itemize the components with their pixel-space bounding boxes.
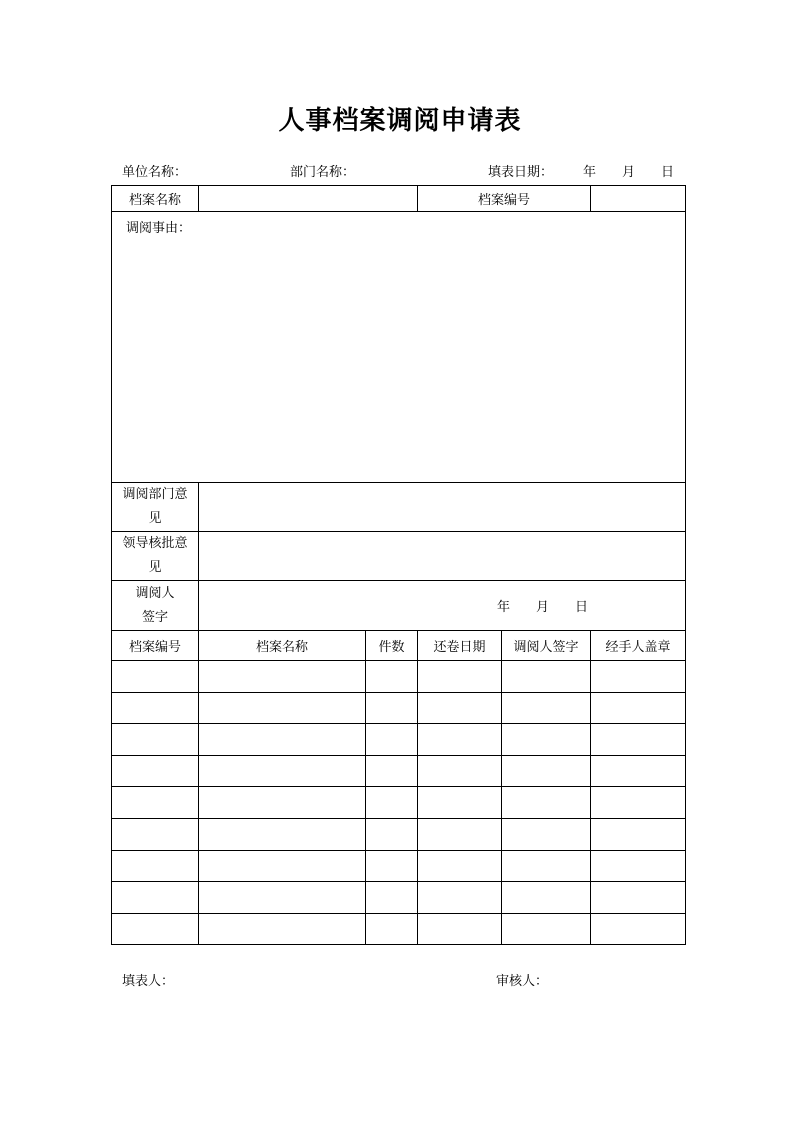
table-cell[interactable] bbox=[199, 818, 366, 850]
list-header-cell: 调阅人签字 bbox=[502, 631, 591, 661]
table-cell[interactable] bbox=[199, 787, 366, 819]
table-cell[interactable] bbox=[418, 755, 502, 787]
table-cell[interactable] bbox=[502, 850, 591, 882]
table-cell[interactable] bbox=[199, 882, 366, 914]
table-cell[interactable] bbox=[591, 818, 686, 850]
table-cell[interactable] bbox=[418, 692, 502, 724]
table-cell[interactable] bbox=[591, 692, 686, 724]
table-cell[interactable] bbox=[112, 692, 199, 724]
list-header-cell: 还卷日期 bbox=[418, 631, 502, 661]
sign-month: 月 bbox=[536, 600, 550, 615]
filler-label: 填表人： bbox=[122, 974, 175, 989]
table-cell[interactable] bbox=[418, 913, 502, 945]
table-cell[interactable] bbox=[366, 755, 418, 787]
list-header-row bbox=[112, 631, 686, 661]
table-cell[interactable] bbox=[112, 818, 199, 850]
archive-name-label: 档案名称 bbox=[112, 186, 199, 212]
list-header-cell: 档案名称 bbox=[199, 631, 366, 661]
table-cell[interactable] bbox=[418, 724, 502, 756]
table-cell[interactable] bbox=[418, 787, 502, 819]
table-cell[interactable] bbox=[366, 818, 418, 850]
table-cell[interactable] bbox=[112, 661, 199, 693]
table-cell[interactable] bbox=[112, 755, 199, 787]
table-cell[interactable] bbox=[591, 850, 686, 882]
table-cell[interactable] bbox=[502, 755, 591, 787]
table-cell[interactable] bbox=[418, 661, 502, 693]
sign-year: 年 bbox=[497, 600, 511, 615]
table-row bbox=[112, 724, 686, 756]
table-cell[interactable] bbox=[112, 787, 199, 819]
fill-date-month: 月 bbox=[622, 165, 636, 180]
table-cell[interactable] bbox=[591, 724, 686, 756]
table-cell[interactable] bbox=[366, 692, 418, 724]
table-row bbox=[112, 787, 686, 819]
leader-opinion-label: 领导核批意见 bbox=[112, 532, 199, 581]
table-cell[interactable] bbox=[502, 787, 591, 819]
reader-sign-label bbox=[112, 581, 199, 631]
page-title: 人事档案调阅申请表 bbox=[278, 106, 522, 136]
table-cell[interactable] bbox=[112, 724, 199, 756]
list-header-cell: 档案编号 bbox=[112, 631, 199, 661]
fill-date-label: 填表日期： bbox=[488, 165, 554, 180]
dept-opinion-field[interactable] bbox=[199, 483, 686, 532]
dept-opinion-label: 调阅部门意见 bbox=[112, 483, 199, 532]
table-row bbox=[112, 850, 686, 882]
table-cell[interactable] bbox=[418, 850, 502, 882]
table-cell[interactable] bbox=[418, 882, 502, 914]
table-cell[interactable] bbox=[366, 850, 418, 882]
table-cell[interactable] bbox=[366, 787, 418, 819]
table-cell[interactable] bbox=[199, 755, 366, 787]
application-form bbox=[111, 185, 686, 945]
table-row bbox=[112, 661, 686, 693]
table-cell[interactable] bbox=[591, 787, 686, 819]
table-cell[interactable] bbox=[112, 913, 199, 945]
reviewer-label: 审核人： bbox=[496, 974, 549, 989]
archive-name-field[interactable] bbox=[199, 186, 418, 212]
reason-field[interactable] bbox=[112, 212, 686, 483]
table-row bbox=[112, 818, 686, 850]
archive-list bbox=[112, 661, 686, 945]
table-cell[interactable] bbox=[502, 692, 591, 724]
fill-date-day: 日 bbox=[661, 165, 675, 180]
reader-sign-label-line2: 签字 bbox=[141, 609, 168, 625]
table-cell[interactable] bbox=[418, 818, 502, 850]
table-cell[interactable] bbox=[502, 661, 591, 693]
table-cell[interactable] bbox=[591, 661, 686, 693]
reason-label: 调阅事由： bbox=[126, 221, 192, 236]
table-row bbox=[112, 692, 686, 724]
leader-opinion-field[interactable] bbox=[199, 532, 686, 581]
dept-name-label: 部门名称： bbox=[290, 165, 356, 180]
table-cell[interactable] bbox=[199, 850, 366, 882]
list-header-cell: 经手人盖章 bbox=[591, 631, 686, 661]
table-cell[interactable] bbox=[199, 692, 366, 724]
table-cell[interactable] bbox=[366, 661, 418, 693]
table-cell[interactable] bbox=[591, 913, 686, 945]
table-cell[interactable] bbox=[502, 818, 591, 850]
fill-date-year: 年 bbox=[583, 165, 597, 180]
table-cell[interactable] bbox=[366, 882, 418, 914]
table-cell[interactable] bbox=[112, 850, 199, 882]
archive-no-label: 档案编号 bbox=[418, 186, 591, 212]
table-row bbox=[112, 913, 686, 945]
table-cell[interactable] bbox=[366, 913, 418, 945]
reader-sign-field[interactable] bbox=[199, 581, 686, 631]
table-cell[interactable] bbox=[112, 882, 199, 914]
table-row bbox=[112, 882, 686, 914]
unit-name-label: 单位名称： bbox=[122, 165, 188, 180]
fill-date bbox=[488, 161, 674, 180]
archive-no-field[interactable] bbox=[591, 186, 686, 212]
reader-sign-label-line1: 调阅人 bbox=[135, 585, 175, 601]
table-cell[interactable] bbox=[502, 724, 591, 756]
table-cell[interactable] bbox=[591, 882, 686, 914]
table-cell[interactable] bbox=[199, 724, 366, 756]
table-cell[interactable] bbox=[502, 882, 591, 914]
table-cell[interactable] bbox=[502, 913, 591, 945]
table-cell[interactable] bbox=[366, 724, 418, 756]
table-cell[interactable] bbox=[199, 913, 366, 945]
table-cell[interactable] bbox=[199, 661, 366, 693]
table-cell[interactable] bbox=[591, 755, 686, 787]
sign-day: 日 bbox=[575, 600, 589, 615]
list-header-cell: 件数 bbox=[366, 631, 418, 661]
table-row bbox=[112, 755, 686, 787]
